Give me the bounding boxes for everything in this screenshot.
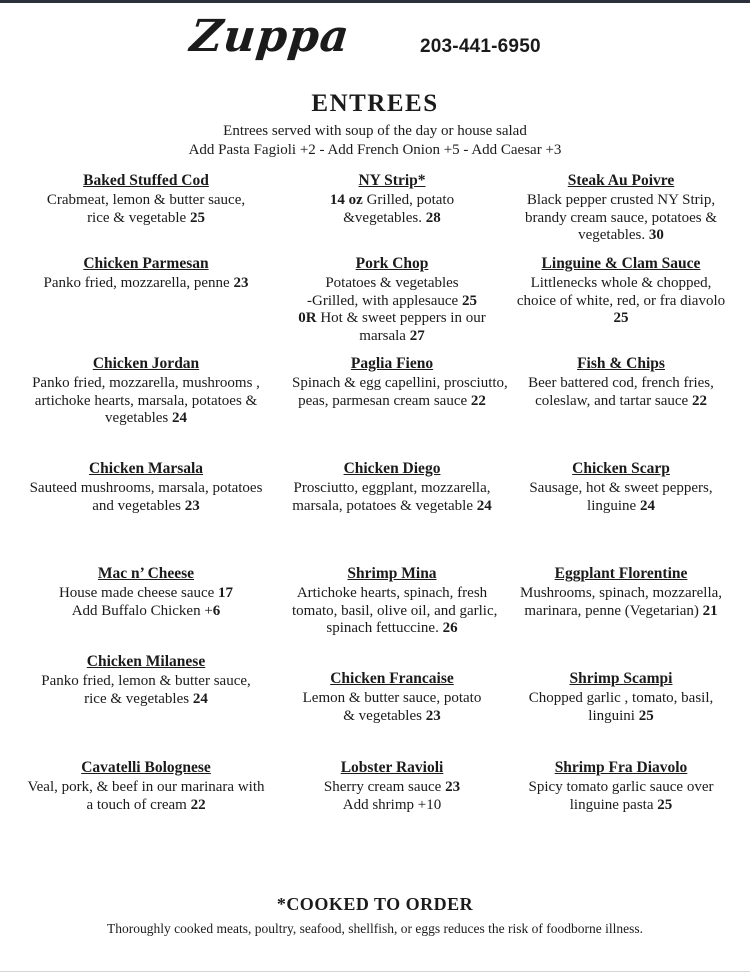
menu-item-title: Steak Au Poivre <box>567 172 675 189</box>
menu-item-line: Artichoke hearts, spinach, fresh <box>296 585 488 601</box>
menu-item-line: Panko fried, lemon & butter sauce, <box>41 673 251 689</box>
menu-item-line: Spicy tomato garlic sauce over <box>528 779 714 795</box>
menu-item-line: a touch of cream 22 <box>86 796 206 813</box>
menu-item-title: Pork Chop <box>355 255 429 272</box>
menu-item-line: 14 oz Grilled, potato <box>329 192 455 208</box>
menu-item <box>0 458 292 563</box>
menu-item-line: linguine pasta 25 <box>569 796 673 813</box>
menu-item-line: marinara, penne (Vegetarian) 21 <box>524 602 718 619</box>
menu-item-line: Panko fried, mozzarella, penne 23 <box>43 275 249 291</box>
menu-item-title: Chicken Scarp <box>572 460 670 477</box>
menu-item-line: vegetables 24 <box>104 410 188 426</box>
menu-item <box>492 458 750 563</box>
menu-item-title: Chicken Francaise <box>330 670 454 687</box>
menu-item-line: rice & vegetables 24 <box>84 690 208 707</box>
menu-item-line: choice of white, red, or fra diavolo <box>516 292 726 309</box>
menu-item-line: Sausage, hot & sweet peppers, <box>529 480 713 496</box>
menu-item-line: Sauteed mushrooms, marsala, potatoes <box>29 480 263 496</box>
menu-item-line: Prosciutto, eggplant, mozzarella, <box>293 480 491 496</box>
menu-item-line: Add Buffalo Chicken +6 <box>71 602 221 619</box>
menu-item-line: spinach fettuccine. 26 <box>326 620 458 636</box>
menu-item-line: Littlenecks whole & chopped, <box>530 275 712 291</box>
menu-item <box>292 651 492 757</box>
menu-item-title: Eggplant Florentine <box>554 565 688 582</box>
menu-item-title: Baked Stuffed Cod <box>83 172 209 189</box>
menu-item-title: Chicken Parmesan <box>83 255 209 272</box>
menu-item-title: Fish & Chips <box>577 355 665 372</box>
menu-item <box>0 651 292 757</box>
menu-item-line: 25 <box>613 310 629 326</box>
menu-item <box>292 458 492 563</box>
menu-item <box>0 253 292 353</box>
menu-item-line: artichoke hearts, marsala, potatoes & <box>34 392 258 409</box>
menu-item-line: Potatoes & vegetables <box>325 275 459 291</box>
menu-item-line: Crabmeat, lemon & butter sauce, <box>46 192 246 208</box>
menu-item-line: Lemon & butter sauce, potato <box>302 690 482 706</box>
menu-item-title: NY Strip* <box>358 172 426 189</box>
menu-item-title: Paglia Fieno <box>350 355 434 372</box>
menu-item-line: Panko fried, mozzarella, mushrooms , <box>32 375 260 391</box>
menu-item-title: Chicken Diego <box>343 460 441 477</box>
menu-item <box>492 353 750 458</box>
menu-item-line: -Grilled, with applesauce 25 <box>307 292 477 309</box>
menu-item-line: Veal, pork, & beef in our marinara with <box>27 779 265 795</box>
restaurant-logo: Zuppa <box>187 11 353 62</box>
menu-item-line: tomato, basil, olive oil, and garlic, <box>292 602 498 619</box>
footer-disclaimer: Thoroughly cooked meats, poultry, seafood, shellfish, or eggs reduces the risk of foodborne illness. <box>106 921 643 936</box>
menu-item-title: Chicken Jordan <box>92 355 200 372</box>
menu-item <box>492 757 750 814</box>
menu-item <box>0 757 292 814</box>
menu-item-title: Lobster Ravioli <box>340 759 444 776</box>
menu-item-line: & vegetables 23 <box>343 707 441 724</box>
menu-item <box>292 170 492 253</box>
menu-item-line: rice & vegetable 25 <box>87 209 205 226</box>
menu-item-title: Shrimp Mina <box>347 565 437 582</box>
menu-item-title: Mac n’ Cheese <box>97 565 195 582</box>
menu-item <box>0 170 292 253</box>
menu-item-title: Chicken Marsala <box>88 460 204 477</box>
menu-item-line: Spinach & egg capellini, prosciutto, <box>292 375 508 391</box>
menu-item-line: linguine 24 <box>587 497 655 514</box>
menu-item-line: vegetables. 30 <box>578 227 664 243</box>
menu-item-line: Chopped garlic , tomato, basil, <box>528 690 714 706</box>
menu-footer <box>0 894 750 937</box>
menu-item-title: Linguine & Clam Sauce <box>541 255 701 272</box>
menu-item-line: Black pepper crusted NY Strip, <box>526 192 716 208</box>
menu-item-title: Cavatelli Bolognese <box>81 759 211 776</box>
menu-item-line: marsala, potatoes & vegetable 24 <box>292 497 492 514</box>
menu-item-line: peas, parmesan cream sauce 22 <box>298 392 486 409</box>
menu-item-line: 0R Hot & sweet peppers in our <box>298 310 486 326</box>
menu-item <box>492 651 750 757</box>
subtitle-addons: Add Pasta Fagioli +2 - Add French Onion +5 - Add Caesar +3 <box>188 142 562 158</box>
menu-item <box>292 757 492 814</box>
menu-item-line: brandy cream sauce, potatoes & <box>524 209 717 226</box>
menu-item <box>0 563 292 651</box>
phone-number: 203-441-6950 <box>420 36 541 57</box>
menu-item <box>492 170 750 253</box>
menu-item-line: House made cheese sauce 17 <box>58 585 234 601</box>
page-title: ENTREES <box>311 90 439 117</box>
menu-item <box>0 353 292 458</box>
menu-item <box>292 353 508 458</box>
menu-item-line: and vegetables 23 <box>92 497 200 514</box>
menu-item-line: Sherry cream sauce 23 <box>323 779 461 795</box>
menu-item <box>292 253 492 353</box>
menu-item <box>292 563 498 651</box>
menu-item-line: coleslaw, and tartar sauce 22 <box>535 392 707 409</box>
menu-item-line: &vegetables. 28 <box>343 209 441 226</box>
menu-header <box>0 3 750 85</box>
menu-item-line: marsala 27 <box>359 327 425 344</box>
menu-item-title: Shrimp Scampi <box>569 670 673 687</box>
footer-title: *COOKED TO ORDER <box>276 894 474 914</box>
menu-item-line: Mushrooms, spinach, mozzarella, <box>519 585 723 601</box>
menu-item-line: Add shrimp +10 <box>342 796 442 813</box>
menu-item <box>492 563 750 651</box>
menu-item-title: Chicken Milanese <box>86 653 206 670</box>
menu-item-title: Shrimp Fra Diavolo <box>554 759 688 776</box>
menu-item-line: Beer battered cod, french fries, <box>528 375 714 391</box>
menu-grid <box>0 170 750 814</box>
menu-item-line: linguini 25 <box>588 707 654 724</box>
menu-item <box>492 253 750 353</box>
subtitle-soup-salad: Entrees served with soup of the day or house salad <box>223 123 527 139</box>
